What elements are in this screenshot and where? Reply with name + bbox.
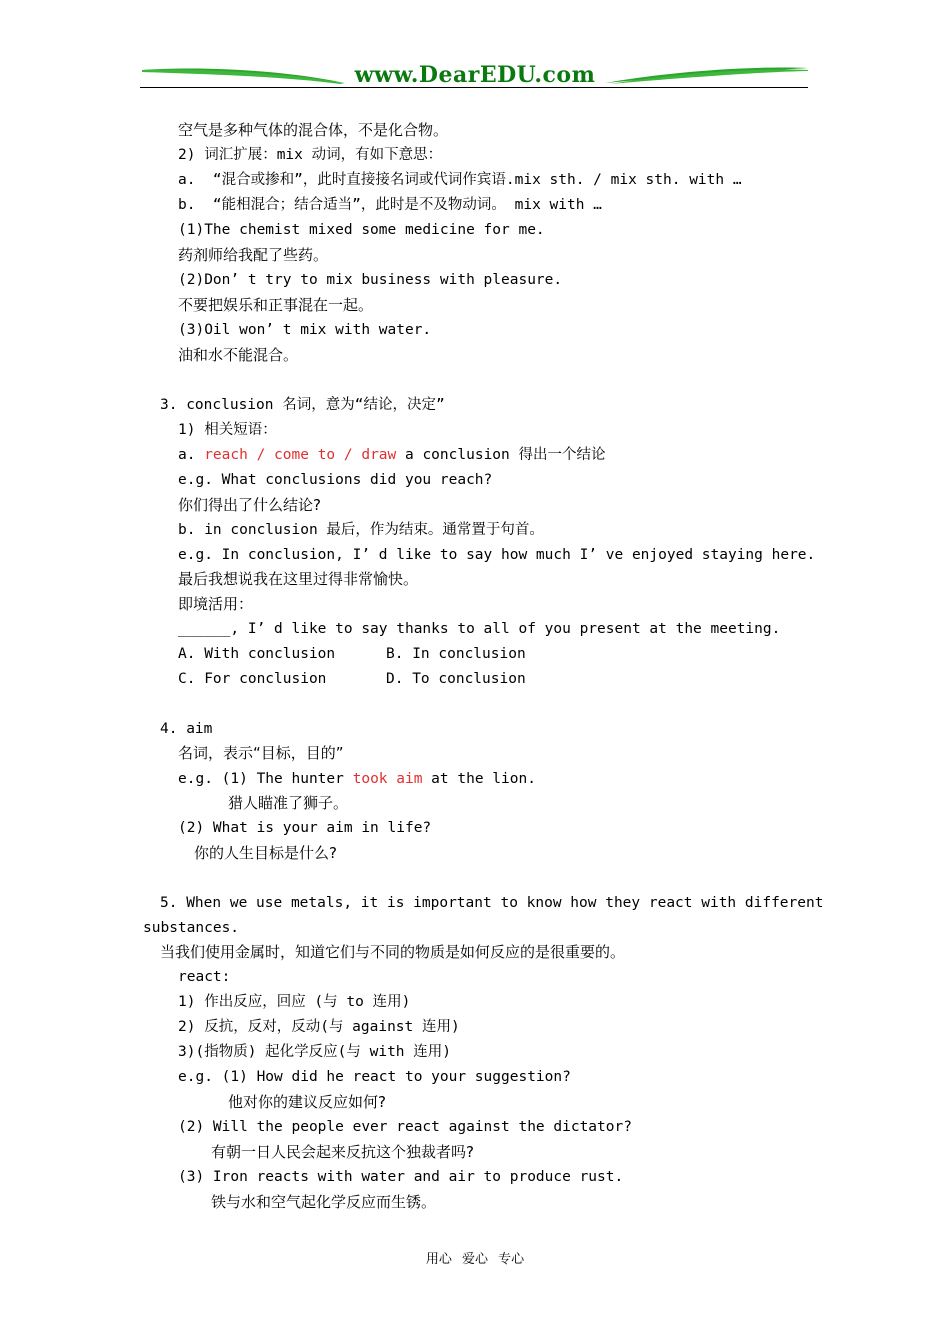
phrase-line <box>178 446 605 464</box>
text-line: 空气是多种气体的混合体，不是化合物。 <box>178 121 449 139</box>
example-sentence: (2)Don’ t try to mix business with pleasure. <box>178 272 563 288</box>
text-line: 1) 相关短语： <box>178 422 277 438</box>
example-sentence: e.g. What conclusions did you reach? <box>178 472 493 488</box>
option-c: C. For conclusion <box>178 671 327 687</box>
text-line: 2) 反抗，反对，反动(与 against 连用) <box>178 1019 460 1035</box>
text-line: 即境活用： <box>178 595 254 613</box>
option-a: A. With conclusion <box>178 646 336 662</box>
example-sentence: (1)The chemist mixed some medicine for me. <box>178 222 545 238</box>
sentence-prefix: e.g. (1) The hunter <box>178 771 353 787</box>
translation: 猎人瞄准了狮子。 <box>228 794 349 812</box>
example-sentence: (2) What is your aim in life? <box>178 820 432 836</box>
example-sentence: (2) Will the people ever react against the dictator? <box>178 1119 632 1135</box>
page-header <box>140 62 810 92</box>
translation: 当我们使用金属时，知道它们与不同的物质是如何反应的是很重要的。 <box>160 943 626 961</box>
text-line: react: <box>178 969 231 985</box>
section-heading: 4. aim <box>160 721 213 737</box>
example-sentence: e.g. (1) How did he react to your suggestion? <box>178 1069 571 1085</box>
text-line: 1) 作出反应，回应 (与 to 连用) <box>178 994 411 1010</box>
exercise-question: ______, I’ d like to say thanks to all of you present at the meeting. <box>178 621 781 637</box>
text-line: 名词，表示“目标，目的” <box>178 744 344 762</box>
translation: 不要把娱乐和正事混在一起。 <box>178 296 374 314</box>
highlighted-phrase: reach / come to / draw <box>204 447 397 463</box>
example-sentence <box>178 770 536 788</box>
header-rule <box>140 87 808 88</box>
example-sentence: (3)Oil won’ t mix with water. <box>178 322 432 338</box>
translation: 你的人生目标是什么? <box>194 844 337 862</box>
translation: 铁与水和空气起化学反应而生锈。 <box>211 1193 437 1211</box>
text-line: a. “混合或掺和”，此时直接接名词或代词作宾语.mix sth. / mix sth. with … <box>178 172 742 188</box>
site-logo: www.DearEDU.com <box>354 62 596 88</box>
example-sentence: (3) Iron reacts with water and air to produce rust. <box>178 1169 624 1185</box>
section-heading: 3. conclusion 名词，意为“结论，决定” <box>160 397 445 413</box>
phrase-suffix: a conclusion 得出一个结论 <box>396 447 606 463</box>
page-footer: 用心 爱心 专心 <box>425 1252 525 1267</box>
translation: 药剂师给我配了些药。 <box>178 246 329 264</box>
sentence-suffix: at the lion. <box>422 771 536 787</box>
translation: 你们得出了什么结论? <box>178 496 321 514</box>
translation: 油和水不能混合。 <box>178 346 299 364</box>
example-sentence: e.g. In conclusion, I’ d like to say how much I’ ve enjoyed staying here. <box>178 547 816 563</box>
section-heading: 5. When we use metals, it is important to know how they react with different <box>160 895 824 911</box>
text-line: b. in conclusion 最后，作为结束。通常置于句首。 <box>178 522 544 538</box>
translation: 最后我想说我在这里过得非常愉快。 <box>178 570 419 588</box>
translation: 他对你的建议反应如何? <box>228 1093 386 1111</box>
option-d: D. To conclusion <box>386 671 526 687</box>
text-line: b. “能相混合；结合适当”，此时是不及物动词。 mix with … <box>178 197 602 213</box>
text-line: substances. <box>143 920 240 936</box>
text-line: 3)(指物质) 起化学反应(与 with 连用) <box>178 1044 451 1060</box>
translation: 有朝一日人民会起来反抗这个独裁者吗? <box>211 1143 474 1161</box>
phrase-prefix: a. <box>178 447 205 463</box>
highlighted-phrase: took aim <box>352 771 423 787</box>
text-line: 2) 词汇扩展：mix 动词，有如下意思： <box>178 147 443 163</box>
option-b: B. In conclusion <box>386 646 526 662</box>
